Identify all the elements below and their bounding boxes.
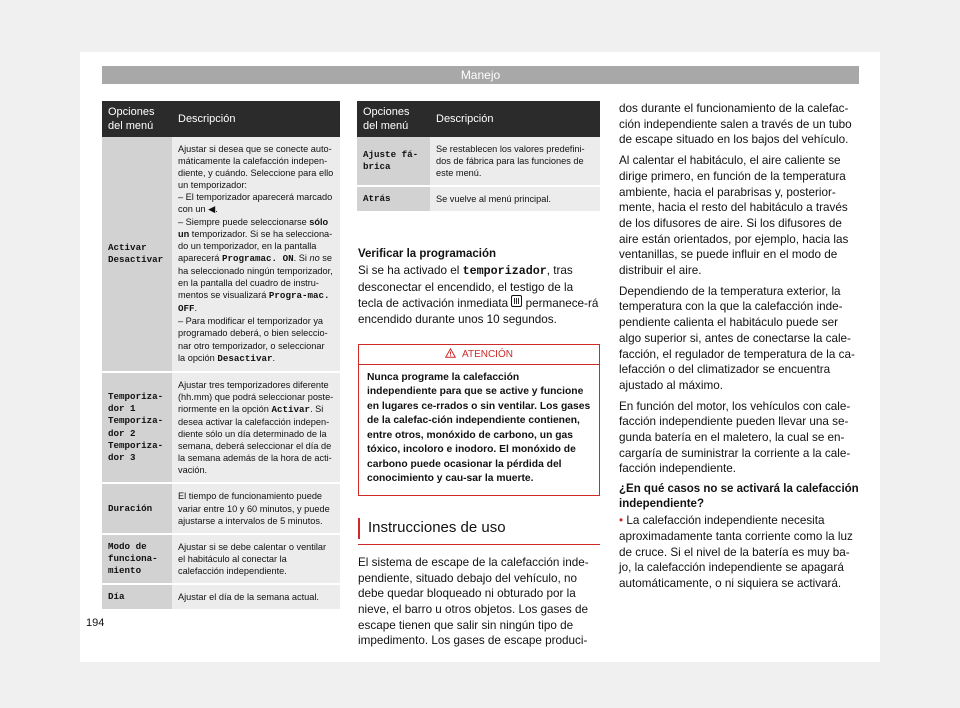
column-right — [619, 101, 859, 597]
desc-text: . — [194, 303, 198, 314]
menu-options-table-1 — [102, 101, 340, 611]
bullet-item — [619, 513, 859, 592]
warning-text: Nunca programe la calefacción independiente para que se active y funcione en lugares ce-rrados o sin ventilar. Los gases de la calefac-ción independiente contienen, entre otros, monóxido de carbono, un gas tóxico, incoloro e inodoro. El monóxido de carbono puede ocasionar la pérdida del conocimiento y cau-sar la muerte. — [367, 371, 591, 485]
paragraph: dos durante el funcionamiento de la calefac-ción independiente salen a través de un tubo de escape situado en los bajos del vehículo. — [619, 102, 852, 147]
bullet-icon: • — [619, 514, 624, 528]
option-atras: Atrás — [357, 186, 430, 212]
paragraph: Dependiendo de la temperatura exterior, la temperatura con la que la calefacción inde-pendiente calienta el habitáculo puede ser algo superior si, antes de conectarse la cale-facción, el regulador de temperatura de la ca-lefacción o del climatizador se encuentra ajustado al máximo. — [619, 284, 855, 392]
option-ajuste-fabrica: Ajuste fá-brica — [357, 137, 430, 186]
paragraph: Al calentar el habitáculo, el aire caliente se dirige primero, en función de la temperatura ambiente, hacia el parabrisas y, posterior-mente, hacia el resto del habitáculo a través de los difusores de aire. Si los difusores de aire están orientados, por ejemplo, hacia las ventanillas, se puede influir en el modo de distribuir el aire. — [619, 154, 849, 278]
heading-verificar: Verificar la programación — [358, 248, 497, 260]
warning-triangle-icon — [445, 348, 456, 361]
page-number: 194 — [86, 617, 105, 629]
col-header-options: Opciones del menú — [102, 101, 172, 137]
table-row — [102, 137, 340, 372]
desc-text: . — [215, 204, 218, 215]
warning-header — [359, 345, 599, 365]
menu-options-table-2 — [357, 101, 600, 213]
heater-button-icon — [511, 297, 522, 310]
desc-mono: Desactivar — [217, 352, 273, 364]
paragraph-instrucciones: El sistema de escape de la calefacción inde-pendiente, situado debajo del vehículo, no debe quedar bloqueado ni obturado por la nieve, el barro u otros objetos. Los gases de escape tienen que salir sin ningún tipo de impedimento. Los gases de escape produci- — [358, 555, 589, 648]
desc-text: Ajustar si desea que se conecte auto-máticamente la calefacción indepen-diente, y cuándo. Seleccione para ello un temporizador: — [178, 144, 334, 191]
desc-text: temporizador. Si se ha selecciona-do un temporizador, en la pantalla aparecerá — [178, 228, 333, 263]
desc-atras: Se vuelve al menú principal. — [430, 186, 600, 212]
section-divider — [358, 544, 600, 545]
desc-modo: Ajustar si se debe calentar o ventilar el habitáculo al conectar la calefacción independiente. — [172, 534, 340, 584]
bullet-text: La calefacción independiente necesita aproximadamente tanta corriente como la luz de cruce. Si el nivel de la batería es muy ba-jo, la calefacción independiente se apagará automáticamente, o ni siquiera se activará. — [619, 514, 853, 590]
table-row — [102, 483, 340, 533]
desc-text: – Para modificar el temporizador ya programado deberá, o bien seleccio-nar otro temporizador, o seleccionar la opción — [178, 316, 328, 363]
desc-text: – Siempre puede seleccionarse — [178, 216, 310, 227]
para-text: permanece-rá encendido durante unos 10 segundos. — [358, 297, 599, 327]
col-header-description: Descripción — [172, 101, 340, 137]
option-activar: Activar Desactivar — [102, 137, 172, 372]
paragraph: En función del motor, los vehículos con cale-facción independiente pueden llevar una se-gunda batería en el maletero, la cual se en-cargaría de suministrar la corriente a la cale-facción independiente. — [619, 399, 851, 476]
desc-dia: Ajustar el día de la semana actual. — [172, 584, 340, 610]
desc-bold: sólo un — [178, 216, 329, 239]
table-header-row — [102, 101, 340, 137]
table-row — [357, 186, 600, 212]
col-header-description: Descripción — [430, 101, 600, 137]
warning-box — [358, 344, 600, 496]
desc-text: – El temporizador aparecerá marcado con un — [178, 192, 333, 215]
desc-activar — [172, 137, 340, 372]
marker-triangle-icon: ◀ — [208, 204, 216, 215]
para-text: Si se ha activado el — [358, 264, 463, 277]
desc-text: se ha seleccionado ningún temporizador, en la pantalla del cuadro de instru-mentos se visualizará — [178, 252, 333, 301]
desc-text: . Si — [293, 252, 310, 263]
desc-text: Ajustar tres temporizadores diferente (hh.mm) que podrá seleccionar poste-riormente en la opción — [178, 379, 334, 414]
desc-text: . — [272, 352, 276, 363]
warning-title: ATENCIÓN — [462, 348, 513, 360]
desc-mono: Progra-mac. OFF — [178, 290, 330, 315]
desc-ajuste-fabrica: Se restablecen los valores predefini-dos de fábrica para las funciones de este menú. — [430, 137, 600, 186]
option-temporizador: Temporiza-dor 1 Temporiza-dor 2 Temporiza-dor 3 — [102, 372, 172, 484]
paragraph-verificar — [358, 263, 600, 328]
option-dia: Día — [102, 584, 172, 610]
option-duracion: Duración — [102, 483, 172, 533]
table-header-row — [357, 101, 600, 137]
section-title-instrucciones: Instrucciones de uso — [358, 518, 600, 539]
table-row — [102, 584, 340, 610]
option-modo: Modo de funciona-miento — [102, 534, 172, 584]
desc-text: . Si desea activar la calefacción indepen-diente sólo un día determinado de la semana, deberá seleccionar el día de la semana además de la hora de acti-vación. — [178, 403, 332, 476]
desc-duracion: El tiempo de funcionamiento puede variar entre 10 y 60 minutos, y puede ajustarse a intervalos de 5 minutos. — [172, 483, 340, 533]
table-row — [102, 372, 340, 484]
table-row — [357, 137, 600, 186]
desc-mono: Activar — [271, 403, 311, 415]
desc-mono: Programac. ON — [221, 252, 294, 264]
heading-casos: ¿En qué casos no se activará la calefacción independiente? — [619, 483, 859, 511]
table-row — [102, 534, 340, 584]
desc-italic: no — [309, 252, 320, 263]
para-text: , tras desconectar el encendido, el testigo de la tecla de activación inmediata — [358, 264, 574, 311]
desc-temporizador — [172, 372, 340, 484]
page-header: Manejo — [102, 66, 859, 84]
column-middle — [358, 247, 600, 654]
col-header-options: Opciones del menú — [357, 101, 430, 137]
para-mono: temporizador — [462, 264, 547, 278]
